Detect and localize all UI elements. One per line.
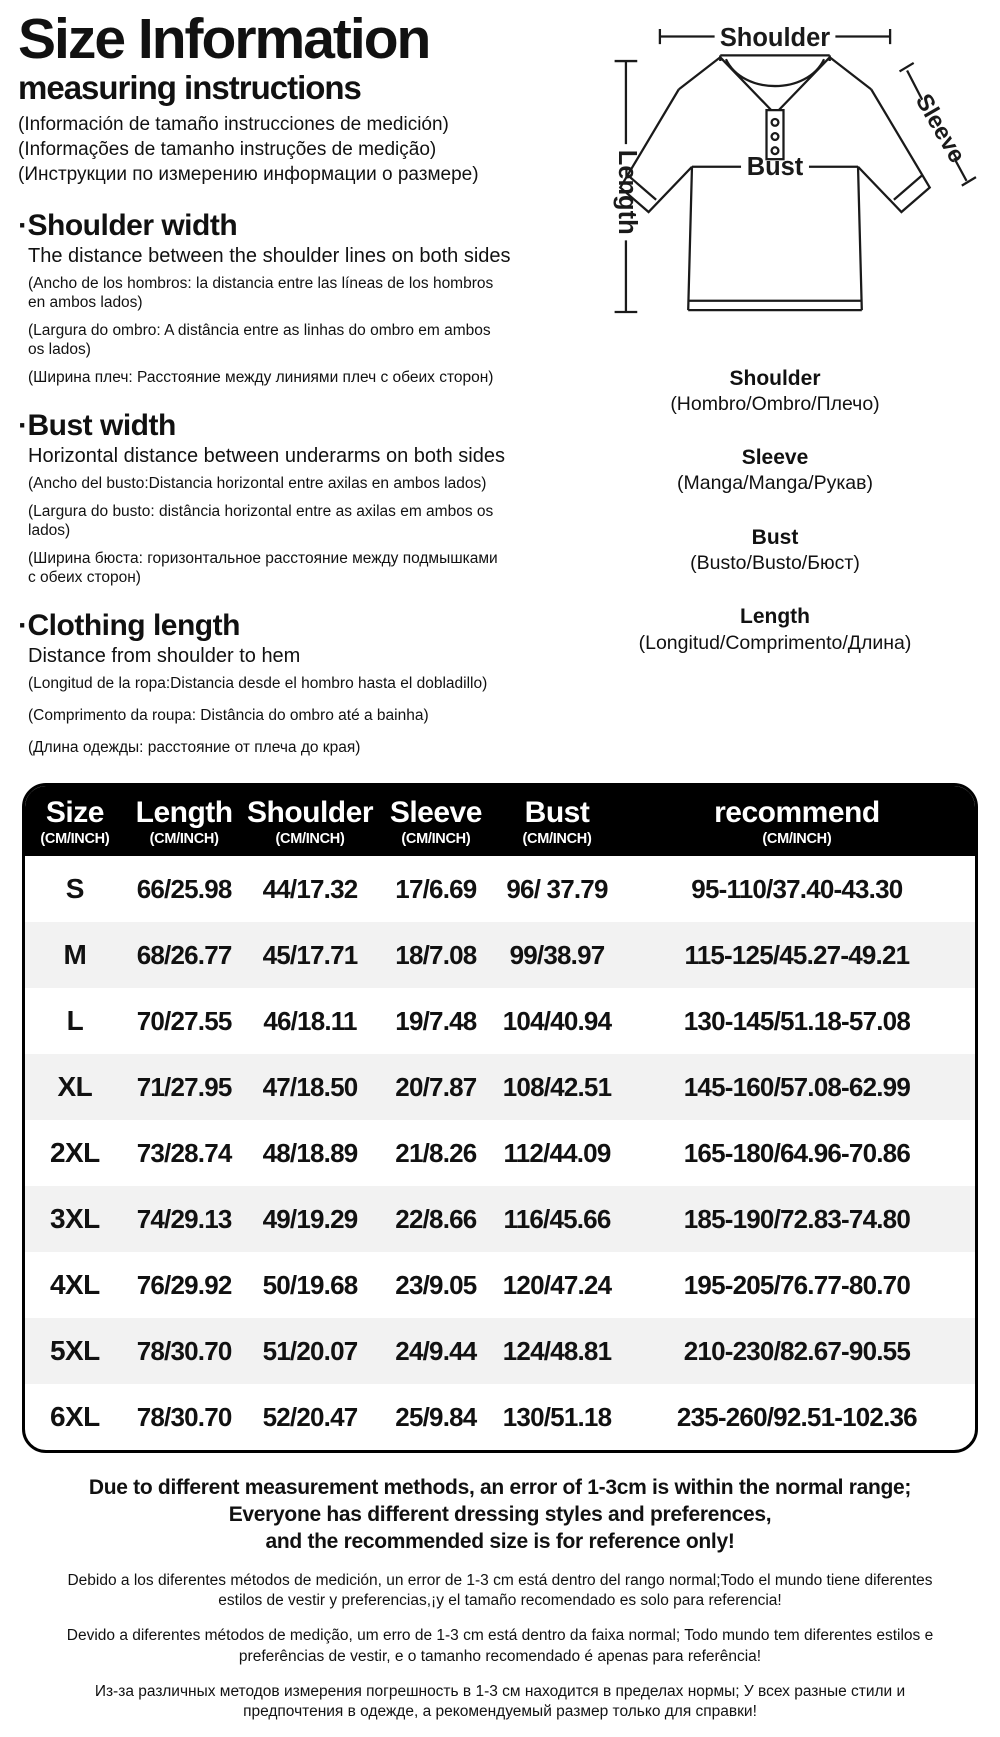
legend-translation: (Busto/Busto/Бюст) [690, 552, 860, 574]
subtitle-translation-pt: (Informações de tamanho instruções de medição) [18, 139, 437, 161]
legend-bust [558, 525, 992, 576]
note-russian: Из-за различных методов измерения погрешность в 1-3 см находится в пределах нормы; У всех разные стили и предпочтения в одежде, а рекомендуемый размер только для справки! [94, 1682, 906, 1720]
size-table-body [25, 856, 975, 1450]
cell-size: 4XL [49, 1269, 100, 1301]
note-english-line: and the recommended size is for reference only! [265, 1530, 735, 1554]
section-translation-ru: (Ширина бюста: горизонтальное расстояние между подмышками с обеих сторон) [28, 549, 498, 586]
section-description: Horizontal distance between underarms on both sides [28, 445, 505, 468]
cell-recommend: 95-110/37.40-43.30 [691, 873, 903, 904]
cell-length: 78/30.70 [136, 1401, 232, 1432]
cell-recommend: 210-230/82.67-90.55 [683, 1335, 910, 1366]
cell-sleeve: 19/7.48 [395, 1005, 477, 1036]
section-translation-ru: (Длина одежды: расстояние от плеча до края) [28, 739, 361, 757]
cell-bust: 130/51.18 [502, 1401, 612, 1432]
table-row [25, 1054, 975, 1120]
col-label: Bust [524, 795, 590, 829]
cell-sleeve: 18/7.08 [395, 939, 477, 970]
cell-size: 2XL [49, 1137, 100, 1169]
cell-shoulder: 48/18.89 [262, 1137, 358, 1168]
cell-sleeve: 25/9.84 [395, 1401, 477, 1432]
section-title-text: Bust width [27, 408, 176, 442]
legend-translation: (Longitud/Comprimento/Длина) [638, 631, 912, 654]
legend-title: Bust [751, 525, 799, 549]
section-description: The distance between the shoulder lines on both sides [28, 245, 511, 268]
cell-bust: 104/40.94 [502, 1005, 612, 1036]
section-translation-es: (Longitud de la ropa:Distancia desde el hombro hasta el dobladillo) [28, 675, 488, 693]
cell-size: M [63, 939, 87, 971]
cell-bust: 96/ 37.79 [506, 873, 608, 904]
subtitle-translation-es: (Información de tamaño instrucciones de medición) [18, 113, 449, 135]
bullet: · [18, 608, 28, 642]
table-row [25, 1318, 975, 1384]
col-label: Sleeve [389, 795, 482, 829]
cell-size: XL [57, 1071, 93, 1103]
page-subtitle: measuring instructions [18, 69, 361, 107]
button [772, 119, 779, 126]
table-row [25, 1186, 975, 1252]
cell-length: 70/27.55 [136, 1005, 232, 1036]
section-title [18, 410, 558, 442]
section-shoulder-width [18, 210, 558, 388]
cell-recommend: 130-145/51.18-57.08 [683, 1005, 910, 1036]
section-title-text: Shoulder width [27, 208, 238, 242]
legend-title: Length [740, 605, 810, 629]
cell-shoulder: 47/18.50 [262, 1071, 358, 1102]
col-unit: (CM/INCH) [149, 831, 219, 848]
cell-size: S [65, 873, 84, 905]
top-section [0, 7, 1000, 771]
instructions-column [18, 7, 558, 771]
cell-bust: 112/44.09 [503, 1137, 611, 1168]
measurement-legend [558, 366, 992, 656]
cell-recommend: 165-180/64.96-70.86 [683, 1137, 910, 1168]
col-header-shoulder [244, 786, 377, 857]
cell-shoulder: 44/17.32 [262, 873, 358, 904]
cell-size: L [66, 1005, 84, 1037]
cell-recommend: 195-205/76.77-80.70 [683, 1269, 910, 1300]
cell-sleeve: 22/8.66 [395, 1203, 477, 1234]
col-unit: (CM/INCH) [522, 831, 592, 848]
table-row [25, 1120, 975, 1186]
col-unit: (CM/INCH) [40, 831, 110, 848]
bullet: · [18, 208, 28, 242]
button [772, 133, 779, 140]
col-unit: (CM/INCH) [401, 831, 471, 848]
section-bust-width [18, 410, 558, 588]
col-label: Length [135, 795, 233, 829]
cell-recommend: 145-160/57.08-62.99 [683, 1071, 910, 1102]
cell-recommend: 235-260/92.51-102.36 [676, 1401, 917, 1432]
col-label: Shoulder [246, 795, 373, 829]
subtitle-translation-ru: (Инструкции по измерению информации о размере) [18, 164, 479, 186]
cell-shoulder: 45/17.71 [262, 939, 358, 970]
section-translation-pt: (Comprimento da roupa: Distância do ombro até a bainha) [28, 707, 429, 725]
size-table-header [25, 786, 975, 857]
diagram-length-label: Length [613, 149, 642, 235]
legend-sleeve [558, 445, 992, 496]
cell-recommend: 115-125/45.27-49.21 [684, 939, 910, 970]
col-header-size [25, 786, 125, 857]
collar-outline [720, 55, 829, 110]
cell-length: 76/29.92 [136, 1269, 232, 1300]
table-row [25, 1384, 975, 1450]
col-header-recommend [619, 786, 975, 857]
cell-sleeve: 20/7.87 [395, 1071, 477, 1102]
legend-translation: (Hombro/Ombro/Плечо) [670, 392, 880, 415]
cell-bust: 116/45.66 [503, 1203, 611, 1234]
section-translation-pt: (Largura do ombro: A distância entre as linhas do ombro em ambos os lados) [28, 322, 491, 358]
cell-shoulder: 46/18.11 [263, 1005, 357, 1036]
section-description: Distance from shoulder to hem [28, 645, 301, 668]
shirt-body [688, 167, 862, 310]
cell-length: 73/28.74 [136, 1137, 232, 1168]
size-table-container [22, 783, 978, 1454]
table-row [25, 856, 975, 922]
cell-recommend: 185-190/72.83-74.80 [683, 1203, 910, 1234]
cell-sleeve: 24/9.44 [395, 1335, 477, 1366]
polo-shirt-diagram [558, 12, 992, 338]
cell-bust: 120/47.24 [502, 1269, 612, 1300]
legend-length [558, 604, 992, 655]
cell-length: 71/27.95 [136, 1071, 232, 1102]
legend-title: Sleeve [741, 446, 809, 470]
cell-sleeve: 17/6.69 [395, 873, 477, 904]
legend-translation: (Manga/Manga/Рукав) [677, 472, 873, 495]
legend-title: Shoulder [729, 366, 821, 390]
col-unit: (CM/INCH) [275, 831, 345, 848]
col-label: recommend [714, 795, 880, 829]
cell-sleeve: 23/9.05 [395, 1269, 477, 1300]
section-title-text: Clothing length [27, 608, 240, 642]
cell-length: 78/30.70 [136, 1335, 232, 1366]
col-header-bust [495, 786, 619, 857]
cell-sleeve: 21/8.26 [395, 1137, 477, 1168]
diagram-shoulder-label: Shoulder [719, 23, 831, 52]
table-row [25, 988, 975, 1054]
disclaimer-notes [0, 1475, 1000, 1721]
section-translation-ru: (Ширина плеч: Расстояние между линиями плеч с обеих сторон) [28, 368, 494, 386]
cell-shoulder: 52/20.47 [262, 1401, 358, 1432]
cell-shoulder: 49/19.29 [262, 1203, 358, 1234]
note-english-line: Everyone has different dressing styles and preferences, [228, 1503, 772, 1527]
cell-length: 74/29.13 [136, 1203, 232, 1234]
legend-shoulder [558, 366, 992, 417]
note-portuguese: Devido a diferentes métodos de medição, um erro de 1-3 cm está dentro da faixa normal; Todo mundo tem diferentes estilos e preferências de vestir, e o tamanho recomendado é apenas para referência! [66, 1627, 934, 1665]
cell-bust: 124/48.81 [502, 1335, 612, 1366]
section-title [18, 210, 558, 242]
note-english [0, 1475, 1000, 1556]
diagram-sleeve-label: Sleeve [910, 89, 971, 167]
table-row [25, 922, 975, 988]
size-table [25, 786, 975, 1451]
cell-bust: 99/38.97 [509, 939, 605, 970]
section-translation-es: (Ancho de los hombros: la distancia entre las líneas de los hombros en ambos lados) [28, 275, 494, 312]
diagram-bust-label: Bust [746, 153, 804, 182]
diagram-column [558, 10, 992, 771]
col-label: Size [45, 795, 104, 829]
header-row [25, 786, 975, 857]
table-row [25, 1252, 975, 1318]
page-title: Size Information [18, 7, 430, 71]
section-clothing-length [18, 610, 558, 758]
note-english-line: Due to different measurement methods, an error of 1-3cm is within the normal range; [88, 1476, 912, 1500]
section-translation-es: (Ancho del busto:Distancia horizontal entre axilas en ambos lados) [28, 475, 487, 493]
cell-length: 66/25.98 [136, 873, 232, 904]
section-title [18, 610, 558, 642]
col-header-length [125, 786, 244, 857]
bullet: · [18, 408, 28, 442]
section-translation-pt: (Largura do busto: distância horizontal entre as axilas em ambos os lados) [28, 503, 494, 540]
cell-size: 3XL [49, 1203, 100, 1235]
cell-length: 68/26.77 [136, 939, 232, 970]
cell-size: 6XL [49, 1401, 100, 1433]
cell-shoulder: 50/19.68 [262, 1269, 358, 1300]
cell-shoulder: 51/20.07 [262, 1335, 358, 1366]
note-spanish: Debido a los diferentes métodos de medición, un error de 1-3 cm está dentro del rango normal;Todo el mundo tiene diferentes estilos de vestir y preferencias,¡y el tamaño recomendado es solo para referencia! [67, 1572, 933, 1610]
col-header-sleeve [377, 786, 496, 857]
col-unit: (CM/INCH) [762, 831, 832, 848]
cell-bust: 108/42.51 [502, 1071, 612, 1102]
placket [767, 110, 784, 159]
shoulder-seams [679, 57, 871, 89]
cell-size: 5XL [49, 1335, 100, 1367]
